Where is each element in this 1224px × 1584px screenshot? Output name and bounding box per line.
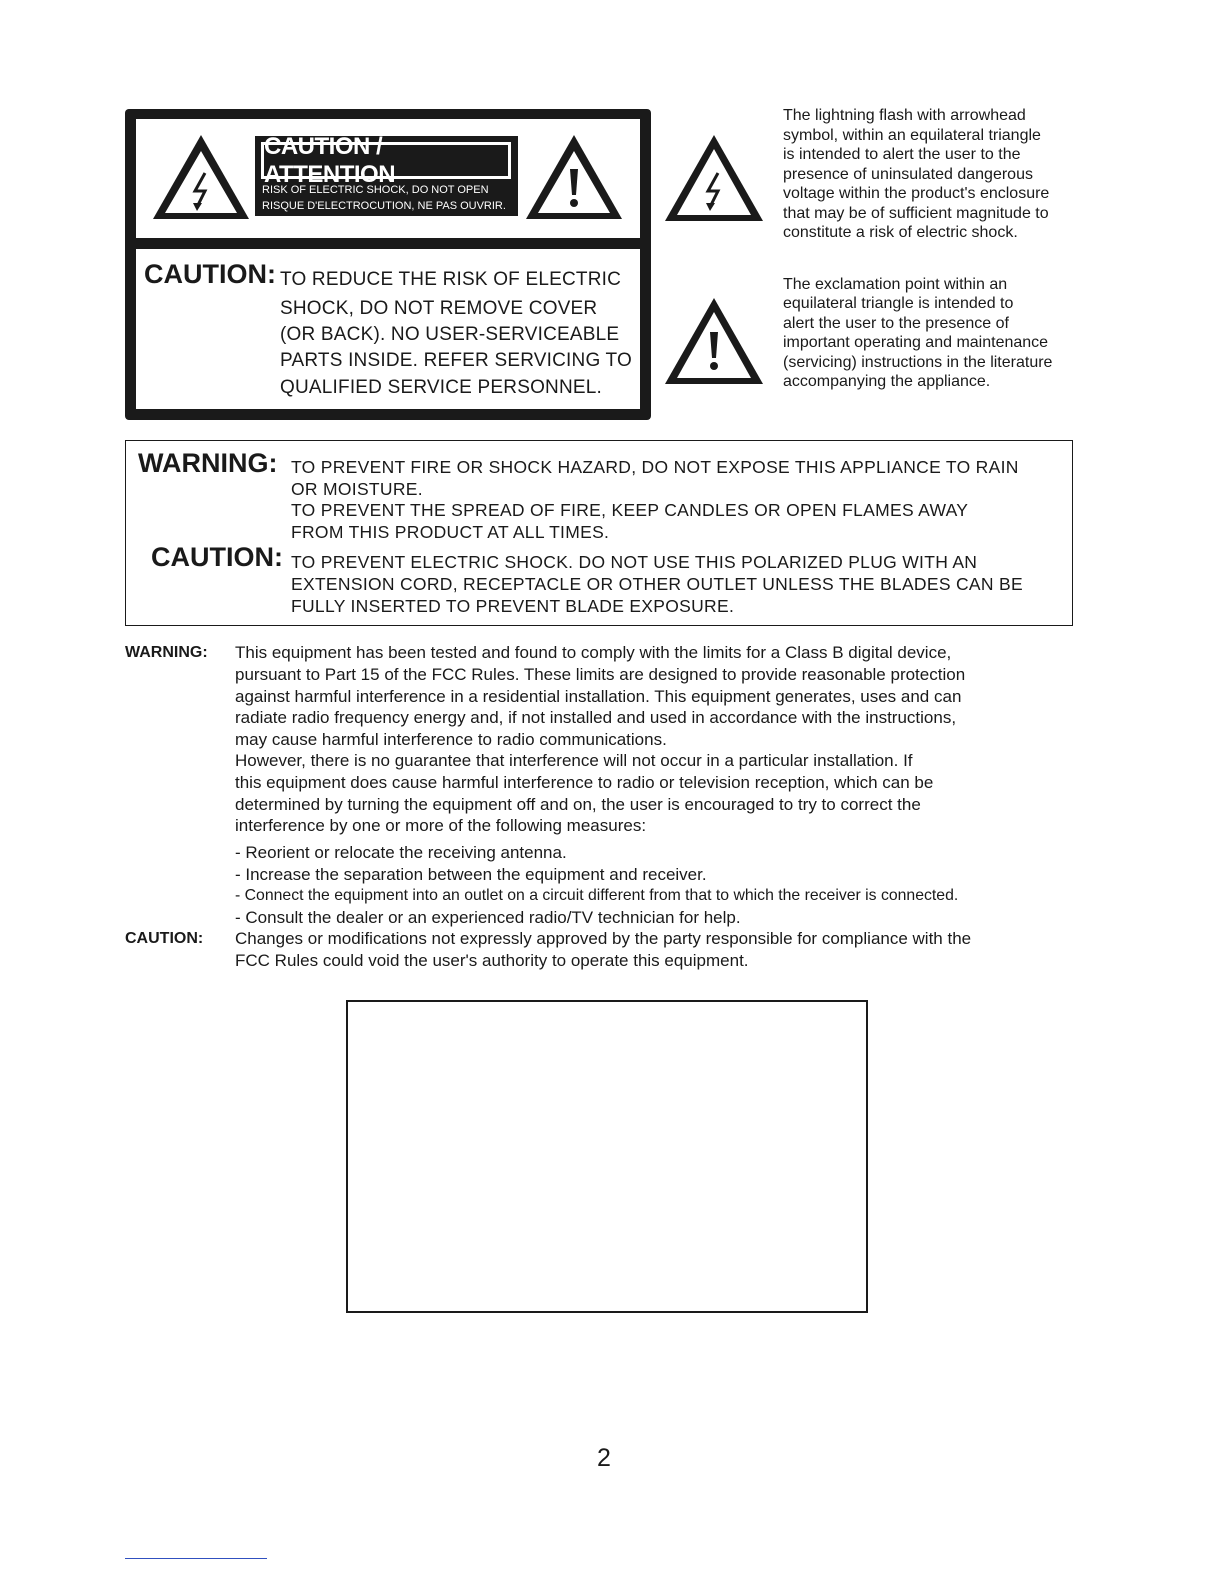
fcc-warning-line: This equipment has been tested and found to comply with the limits for a Class B digital device,	[235, 643, 952, 662]
caution-box-line: EXTENSION CORD, RECEPTACLE OR OTHER OUTLET UNLESS THE BLADES CAN BE	[291, 574, 1023, 594]
lightning-description-line: symbol, within an equilateral triangle	[783, 127, 1041, 144]
warning-box-line: OR MOISTURE.	[291, 479, 423, 499]
fcc-measure-item: - Increase the separation between the equipment and receiver.	[235, 865, 707, 884]
lightning-description-line: constitute a risk of electric shock.	[783, 224, 1018, 241]
exclamation-description-line: alert the user to the presence of	[783, 315, 1009, 332]
fcc-caution-line: Changes or modifications not expressly approved by the party responsible for compliance with the	[235, 929, 972, 948]
fcc-warning-line: interference by one or more of the following measures:	[235, 816, 647, 835]
exclamation-description-line: equilateral triangle is intended to	[783, 295, 1014, 312]
warning-box-line: TO PREVENT FIRE OR SHOCK HAZARD, DO NOT EXPOSE THIS APPLIANCE TO RAIN	[291, 457, 1019, 477]
caution-box-line: FULLY INSERTED TO PREVENT BLADE EXPOSURE.	[291, 596, 735, 616]
fcc-measure-item: - Connect the equipment into an outlet on a circuit different from that to which the receiver is connected.	[235, 887, 959, 904]
exclamation-description-line: The exclamation point within an	[783, 276, 1008, 293]
page-number: 2	[597, 1444, 611, 1472]
lightning-description-line: that may be of sufficient magnitude to	[783, 205, 1049, 222]
fcc-warning-line: against harmful interference in a residential installation. This equipment generates, uses and can	[235, 687, 962, 706]
label-caution-line: (OR BACK). NO USER-SERVICEABLE	[280, 324, 620, 345]
label-caution-line: TO REDUCE THE RISK OF ELECTRIC	[280, 269, 622, 290]
warning-box-heading: WARNING:	[138, 448, 278, 478]
exclamation-symbol-icon	[661, 294, 767, 388]
fcc-measure-item: - Consult the dealer or an experienced radio/TV technician for help.	[235, 908, 741, 927]
fcc-warning-line: radiate radio frequency energy and, if not installed and used in accordance with the instructions,	[235, 708, 957, 727]
lightning-description-line: The lightning flash with arrowhead	[783, 107, 1026, 124]
fcc-warning-line: However, there is no guarantee that interference will not occur in a particular installation. If	[235, 751, 913, 770]
fcc-measure-item: - Reorient or relocate the receiving antenna.	[235, 843, 567, 862]
fcc-warning-label: WARNING:	[125, 644, 208, 661]
label-caution-line: QUALIFIED SERVICE PERSONNEL.	[280, 377, 603, 398]
lightning-description-line: voltage within the product's enclosure	[783, 185, 1050, 202]
warning-box-line: FROM THIS PRODUCT AT ALL TIMES.	[291, 522, 610, 542]
label-caution-line: SHOCK, DO NOT REMOVE COVER	[280, 298, 598, 319]
caution-badge-english: RISK OF ELECTRIC SHOCK, DO NOT OPEN	[262, 184, 489, 196]
label-caution-heading: CAUTION:	[144, 259, 276, 289]
caution-box-heading: CAUTION:	[151, 542, 283, 572]
fcc-caution-line: FCC Rules could void the user's authority to operate this equipment.	[235, 951, 749, 970]
label-caution-line: PARTS INSIDE. REFER SERVICING TO	[280, 350, 632, 371]
lightning-description-line: is intended to alert the user to the	[783, 146, 1021, 163]
fcc-warning-line: this equipment does cause harmful interference to radio or television reception, which can be	[235, 773, 934, 792]
exclamation-description-line: important operating and maintenance	[783, 334, 1049, 351]
fcc-warning-line: determined by turning the equipment off and on, the user is encouraged to try to correct the	[235, 795, 921, 814]
fcc-caution-label: CAUTION:	[125, 930, 204, 947]
caution-box-line: TO PREVENT ELECTRIC SHOCK. DO NOT USE THIS POLARIZED PLUG WITH AN	[291, 552, 978, 572]
caution-badge-french: RISQUE D'ELECTROCUTION, NE PAS OUVRIR.	[262, 200, 506, 212]
lightning-triangle-icon	[149, 131, 253, 223]
blank-frame	[346, 1000, 868, 1313]
caution-badge-title: CAUTION / ATTENTION	[261, 142, 511, 179]
exclamation-description-line: accompanying the appliance.	[783, 373, 991, 390]
exclamation-triangle-icon	[522, 131, 626, 223]
warning-box-line: TO PREVENT THE SPREAD OF FIRE, KEEP CANDLES OR OPEN FLAMES AWAY	[291, 500, 969, 520]
footer-rule	[125, 1558, 267, 1559]
fcc-warning-line: pursuant to Part 15 of the FCC Rules. These limits are designed to provide reasonable protection	[235, 665, 966, 684]
fcc-warning-line: may cause harmful interference to radio communications.	[235, 730, 667, 749]
lightning-symbol-icon	[661, 131, 767, 225]
exclamation-description-line: (servicing) instructions in the literature	[783, 354, 1053, 371]
lightning-description-line: presence of uninsulated dangerous	[783, 166, 1033, 183]
